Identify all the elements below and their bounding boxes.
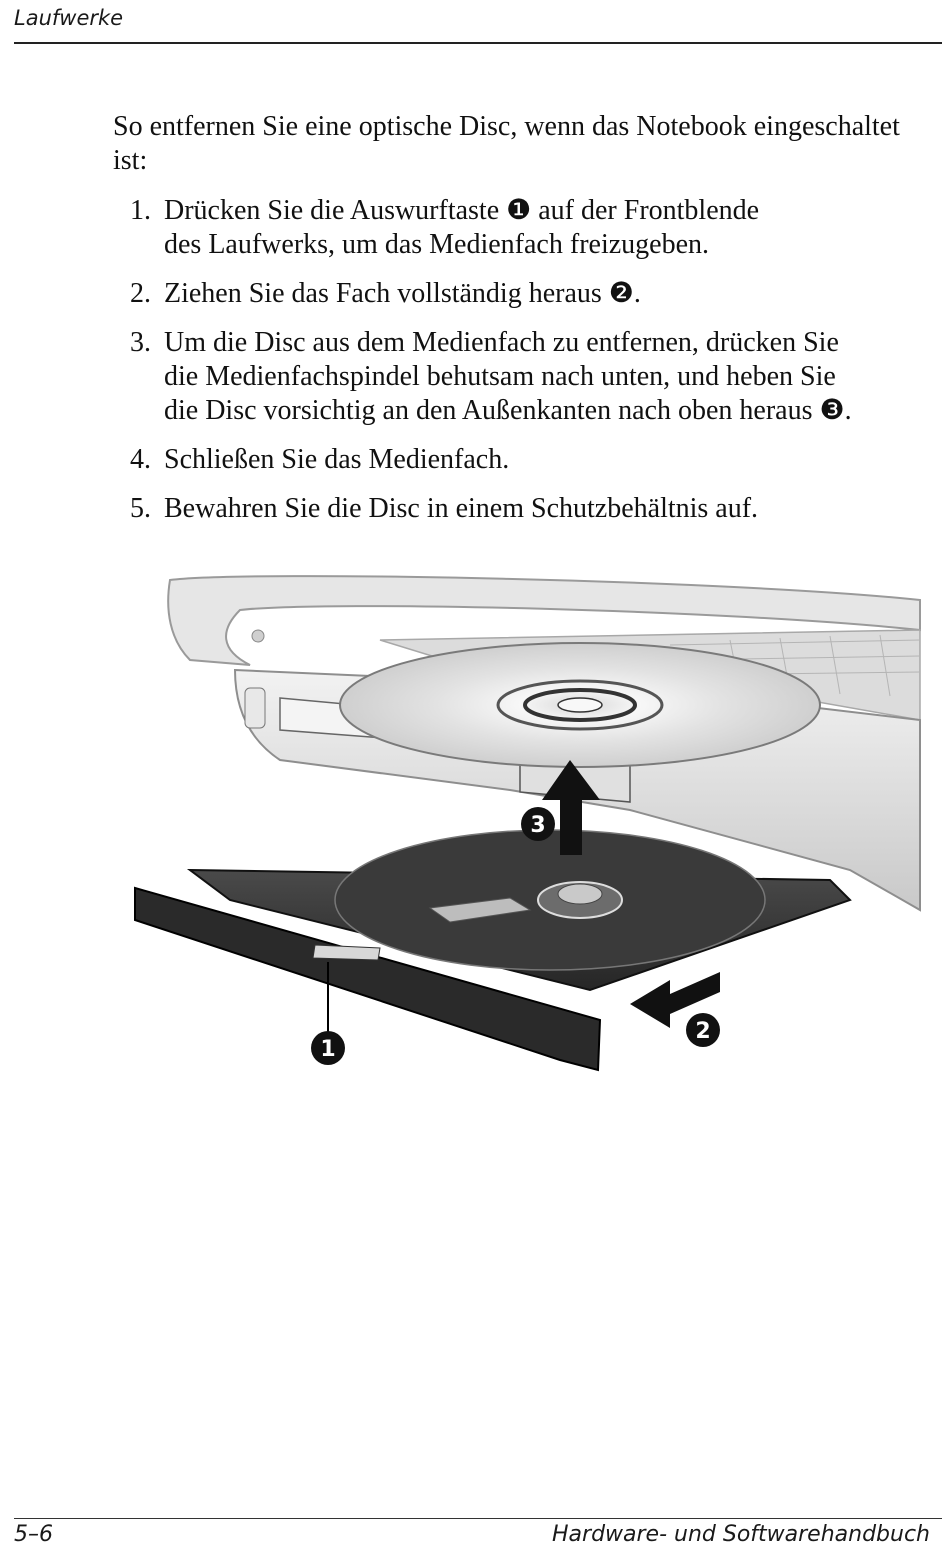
footer-rule	[14, 1518, 942, 1519]
step-2	[130, 277, 945, 311]
step-number: 5.	[130, 493, 151, 524]
indicator-light	[252, 630, 264, 642]
steps-list	[130, 194, 945, 541]
step-number: 4.	[130, 444, 151, 475]
step-text: Bewahren Sie die Disc in einem Schutzbehältnis auf.	[164, 493, 759, 524]
step-5	[130, 492, 945, 526]
page-number: 5–6	[14, 1522, 53, 1547]
step-4	[130, 443, 945, 477]
eject-button	[313, 945, 380, 960]
intro-paragraph: So entfernen Sie eine optische Disc, wenn das Notebook eingeschaltet ist:	[113, 111, 900, 176]
step-1	[130, 194, 945, 262]
callout-3-label: 3	[530, 813, 546, 838]
step-number: 3.	[130, 327, 151, 358]
step-text: Ziehen Sie das Fach vollständig heraus ❷.	[164, 278, 641, 309]
notebook-drive-drawing	[130, 570, 950, 1080]
callout-1	[311, 1031, 345, 1065]
running-header: Laufwerke	[14, 6, 124, 30]
disc-removal-illustration	[130, 570, 950, 1080]
step-text: Drücken Sie die Auswurftaste ❶ auf der Frontblende des Laufwerks, um das Medienfach freizugeben.	[164, 195, 760, 260]
step-number: 1.	[130, 195, 151, 226]
header-rule	[14, 42, 942, 44]
spindle-hub	[558, 884, 602, 904]
disc-center-hole	[558, 698, 602, 712]
callout-3	[521, 807, 555, 841]
callout-2-label: 2	[695, 1019, 711, 1044]
callout-1-label: 1	[320, 1037, 336, 1062]
step-text: Um die Disc aus dem Medienfach zu entfernen, drücken Sie die Medienfachspindel behutsam nach unten, und heben Sie die Disc vorsichtig an den Außenkanten nach oben heraus ❸.	[164, 327, 852, 426]
step-3	[130, 326, 945, 428]
step-number: 2.	[130, 278, 151, 309]
callout-2	[686, 1013, 720, 1047]
lock-slot	[245, 688, 265, 728]
book-title: Hardware- und Softwarehandbuch	[552, 1522, 930, 1547]
step-text: Schließen Sie das Medienfach.	[164, 444, 510, 475]
